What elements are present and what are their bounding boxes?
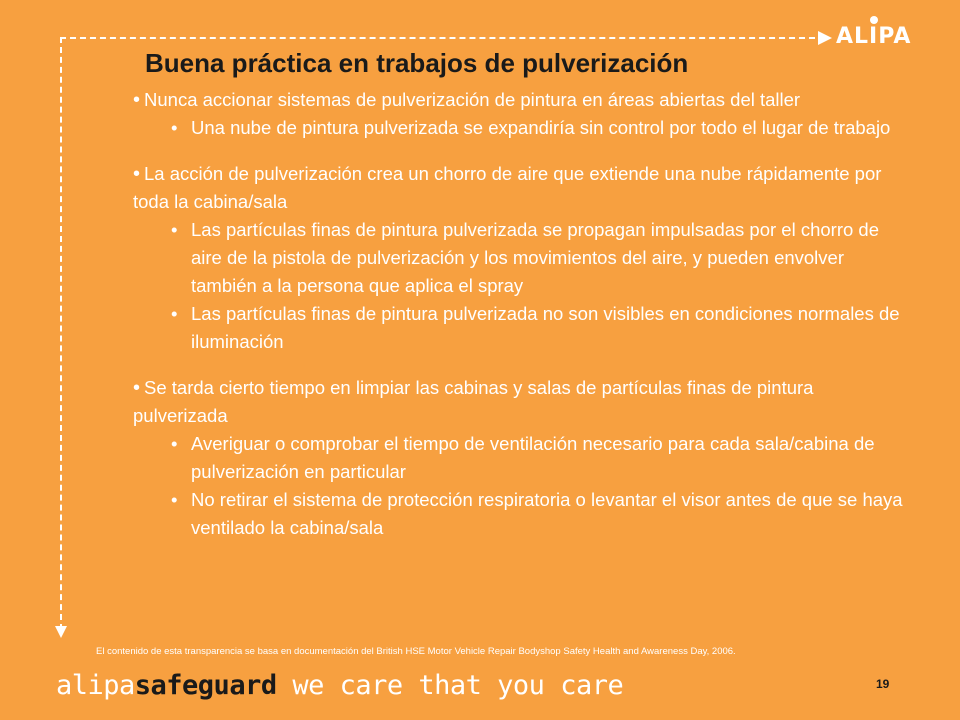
bullet-sub-3-1-text: Averiguar o comprobar el tiempo de ventilación necesario para cada sala/cabina de pulverización en particular xyxy=(191,433,875,482)
bullet-main-3 xyxy=(133,374,913,430)
dashed-border-top xyxy=(60,37,825,39)
bullet-sub-2-2 xyxy=(133,300,913,356)
bullet-sub-1-1 xyxy=(133,114,913,142)
bullet-sub-3-1 xyxy=(133,430,913,486)
bullet-icon: • xyxy=(171,219,178,240)
source-footnote: El contenido de esta transparencia se basa en documentación del British HSE Motor Vehicle Repair Bodyshop Safety Health and Awareness Day, 2006. xyxy=(96,646,736,657)
bullet-sub-2-2-text: Las partículas finas de pintura pulverizada no son visibles en condiciones normales de iluminación xyxy=(191,303,900,352)
bullet-icon: • xyxy=(133,89,141,111)
bullet-main-3-text: Se tarda cierto tiempo en limpiar las cabinas y salas de partículas finas de pintura pulverizada xyxy=(133,377,814,426)
bullet-icon: • xyxy=(171,433,178,454)
dashed-border-left xyxy=(60,37,62,630)
alipa-logo: ALIPA xyxy=(836,24,912,49)
bullet-sub-3-2-text: No retirar el sistema de protección respiratoria o levantar el visor antes de que se haya ventilado la cabina/sala xyxy=(191,489,903,538)
arrow-down-icon xyxy=(55,626,67,638)
alipa-safeguard-brand xyxy=(56,670,623,701)
bullet-main-2-text: La acción de pulverización crea un chorro de aire que extiende una nube rápidamente por toda la cabina/sala xyxy=(133,163,882,212)
bullet-main-2 xyxy=(133,160,913,216)
bullet-sub-3-2 xyxy=(133,486,913,542)
brand-tagline: we care that you care xyxy=(276,670,624,701)
slide-title: Buena práctica en trabajos de pulverización xyxy=(145,48,689,78)
bullet-icon: • xyxy=(171,303,178,324)
page-number: 19 xyxy=(876,677,890,691)
bullet-sub-2-1-text: Las partículas finas de pintura pulverizada se propagan impulsadas por el chorro de aire de la pistola de pulverización y los movimientos del aire, y pueden envolver también a la persona que aplica el spray xyxy=(191,219,879,296)
bullet-main-1 xyxy=(133,86,913,114)
bullet-main-1-text: Nunca accionar sistemas de pulverización de pintura en áreas abiertas del taller xyxy=(144,89,801,110)
bullet-icon: • xyxy=(171,489,178,510)
bullet-sub-1-1-text: Una nube de pintura pulverizada se expandiría sin control por todo el lugar de trabajo xyxy=(191,117,891,138)
slide-content xyxy=(133,86,913,542)
arrow-right-icon xyxy=(818,31,832,45)
bullet-icon: • xyxy=(171,117,178,138)
bullet-icon: • xyxy=(133,163,141,185)
bullet-sub-2-1 xyxy=(133,216,913,300)
brand-part-alipa: alipa xyxy=(56,670,135,701)
brand-part-safeguard: safeguard xyxy=(134,670,277,701)
bullet-icon: • xyxy=(133,377,141,399)
